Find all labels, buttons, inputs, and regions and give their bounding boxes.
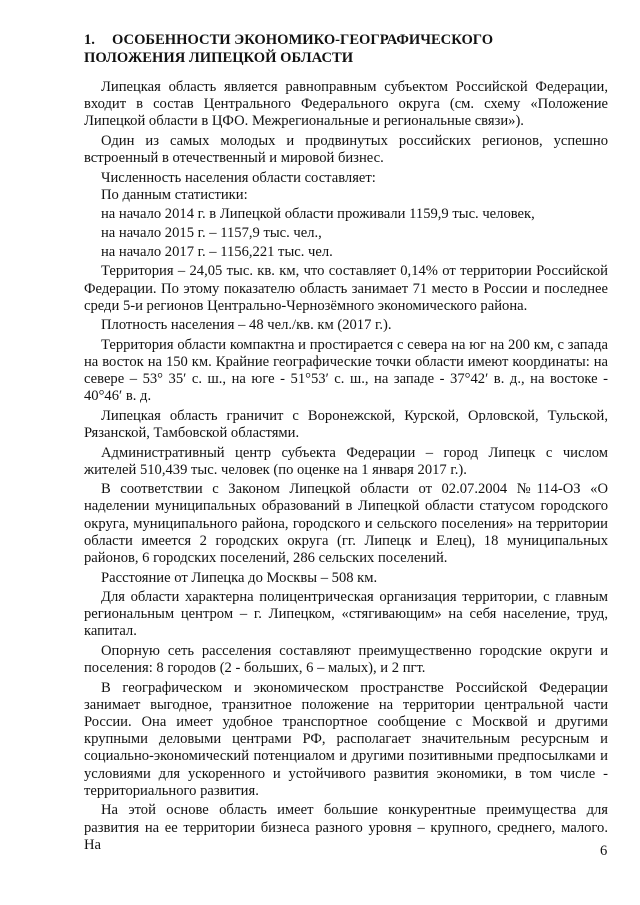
paragraph: Плотность населения – 48 чел./кв. км (2017 г.). xyxy=(101,317,392,334)
section-title: ОСОБЕННОСТИ ЭКОНОМИКО-ГЕОГРАФИЧЕСКОГО ПОЛОЖЕНИЯ ЛИПЕЦКОЙ ОБЛАСТИ xyxy=(84,32,494,66)
paragraph: Административный центр субъекта Федерации – город Липецк с числом жителей 510,439 тыс. человек (по оценке на 1 января 2017 г.). xyxy=(84,444,608,478)
paragraph: Липецкая область граничит с Воронежской, Курской, Орловской, Тульской, Рязанской, Тамбовской областями. xyxy=(84,407,608,442)
paragraph: Численность населения области составляет: xyxy=(101,169,376,186)
paragraph: Территория – 24,05 тыс. кв. км, что составляет 0,14% от территории Российской Федерации. По этому показателю область занимает 71 место в России и последнее среди 5-и регионов Центрально-Чернозёмного экономического района. xyxy=(84,263,608,314)
section-heading xyxy=(84,31,574,67)
page-number: 6 xyxy=(600,843,608,859)
paragraph: Один из самых молодых и продвинутых российских регионов, успешно встроенный в отечественный и мировой бизнес. xyxy=(84,132,608,167)
paragraph: Опорную сеть расселения составляют преимущественно городские округи и поселения: 8 городов (2 - больших, 6 – малых), и 2 пгт. xyxy=(84,642,608,677)
stats-line: на начало 2017 г. – 1156,221 тыс. чел. xyxy=(101,243,333,260)
document-body xyxy=(84,79,608,854)
stats-line: на начало 2015 г. – 1157,9 тыс. чел., xyxy=(101,224,322,241)
stats-intro: По данным статистики: xyxy=(101,186,248,203)
stats-line: на начало 2014 г. в Липецкой области проживали 1159,9 тыс. человек, xyxy=(101,205,535,222)
paragraph: Территория области компактна и простирается с севера на юг на 200 км, с запада на восток на 150 км. Крайние географические точки области имеют координаты: на севере – 53° 35ʹ с. ш., на юге - 51°53ʹ с. ш., на западе - 37°42ʹ в. д., на востоке - 40°46ʹ в. д. xyxy=(84,336,608,405)
paragraph: В соответствии с Законом Липецкой области от 02.07.2004 №114-ОЗ «О наделении муниципальных образований в Липецкой области статусом городского округа, муниципального района, городского и сельского поселения» на территории области имеется 2 городских округа (гг. Липецк и Елец), 18 муниципальных районов, 6 городских поселений, 286 сельских поселений. xyxy=(84,481,608,567)
section-number: 1. xyxy=(84,32,95,48)
paragraph: Для области характерна полицентрическая организация территории, с главным региональным центром – г. Липецком, «стягивающим» на себя население, труд, капитал. xyxy=(84,589,608,640)
paragraph: На этой основе область имеет большие конкурентные преимущества для развития на ее территории бизнеса разного уровня – крупного, среднего, малого. На xyxy=(84,802,608,853)
paragraph: В географическом и экономическом пространстве Российской Федерации занимает выгодное, транзитное положение на территории центральной части России. Она имеет удобное транспортное сообщение с Москвой и другими крупными деловыми центрами РФ, располагает значительным ресурсным и социально-экономический потенциалом и другими позитивными предпосылками и условиями для ускоренного и устойчивого развития экономики, в том числе - территориального развития. xyxy=(84,679,608,799)
paragraph: Расстояние от Липецка до Москвы – 508 км. xyxy=(101,569,378,586)
paragraph: Липецкая область является равноправным субъектом Российской Федерации, входит в состав Центрального Федерального округа (см. схему «Положение Липецкой области в ЦФО. Межрегиональные и региональные связи»). xyxy=(84,79,608,130)
